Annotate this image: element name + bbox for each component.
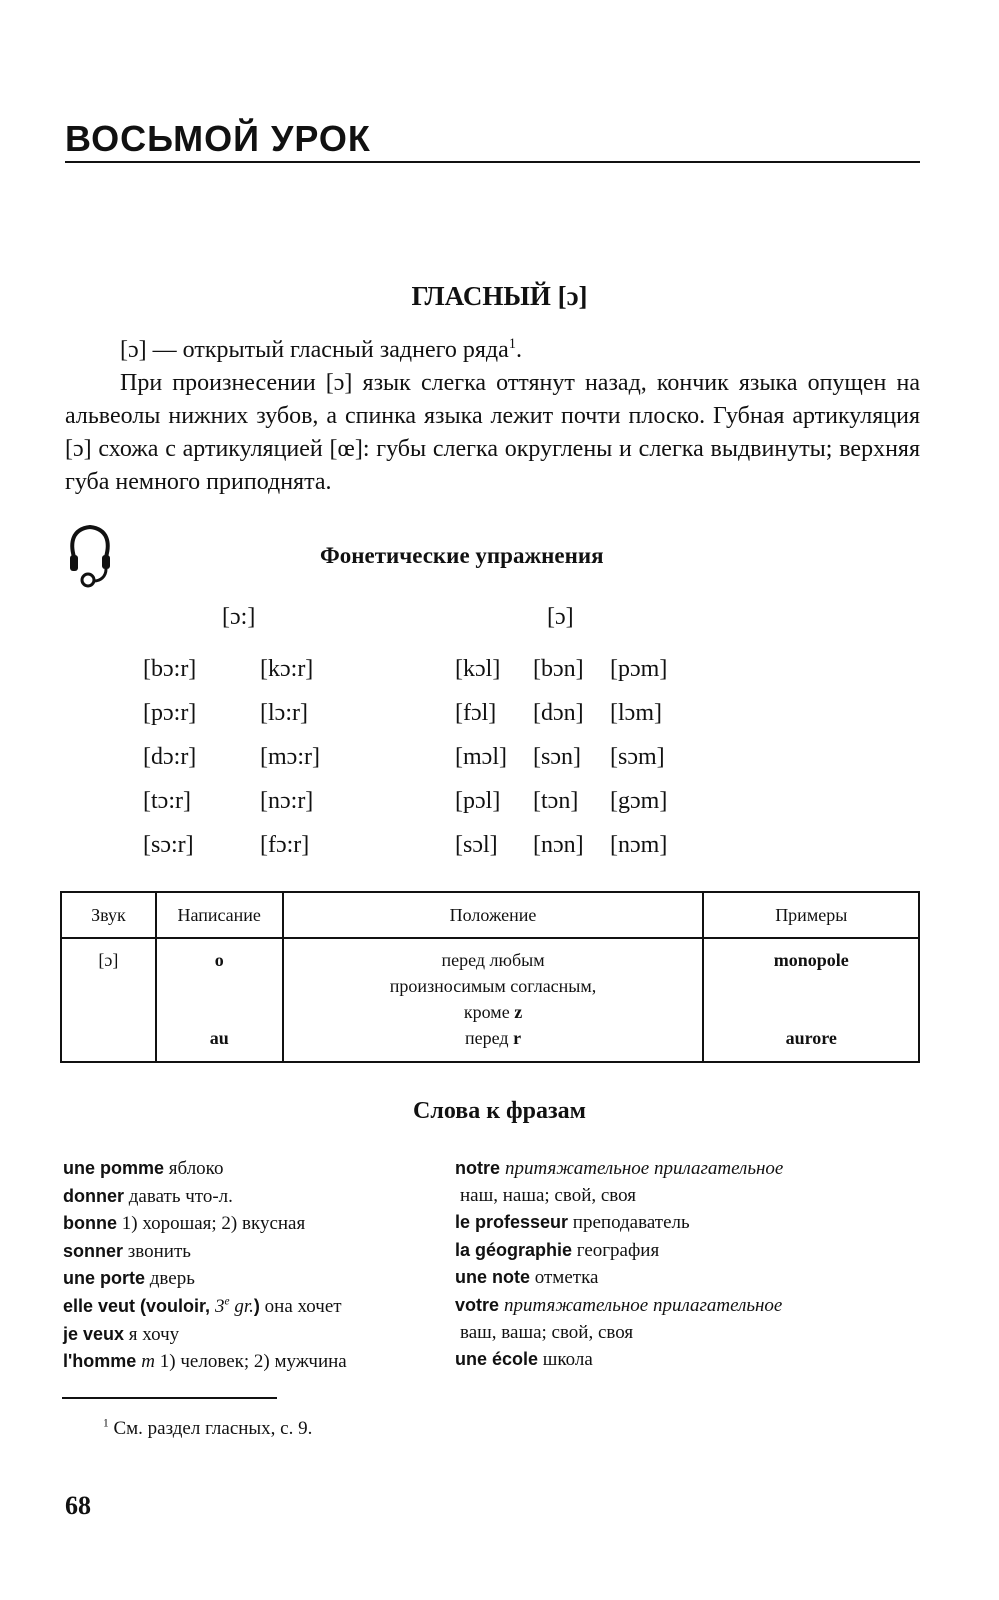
translation: наш, наша; свой, своя bbox=[460, 1184, 637, 1206]
french-word: sonner bbox=[63, 1240, 124, 1261]
ipa-item: [lɔ:r] bbox=[260, 700, 308, 726]
translation: яблоко bbox=[164, 1158, 224, 1179]
sound-table bbox=[60, 891, 920, 1063]
ipa-item: [gɔm] bbox=[610, 788, 668, 814]
ipa-item: [pɔm] bbox=[610, 656, 668, 682]
group-superscript: e bbox=[224, 1295, 230, 1308]
translation: школа bbox=[538, 1349, 593, 1371]
sound-cell bbox=[61, 938, 156, 1062]
position-letter: r bbox=[513, 1028, 522, 1048]
long-column-2 bbox=[260, 647, 320, 867]
long-vowel-header: [ɔ:] bbox=[222, 604, 256, 630]
position-text-part: кроме bbox=[463, 1002, 515, 1022]
short-column-3 bbox=[610, 647, 667, 867]
footnote-mark: 1 bbox=[103, 1417, 109, 1430]
long-column-1 bbox=[143, 647, 196, 867]
grammar-note: притяжательное прилагательное bbox=[505, 1158, 784, 1179]
translation: я хочу bbox=[124, 1323, 180, 1345]
ipa-item: [mɔl] bbox=[455, 744, 507, 770]
short-vowel-header: [ɔ] bbox=[547, 604, 574, 630]
vocab-title: Слова к фразам bbox=[413, 1098, 586, 1124]
footnote-rule bbox=[62, 1397, 277, 1399]
table-header-row bbox=[61, 892, 919, 938]
page-number: 68 bbox=[65, 1491, 91, 1520]
ipa-item: [nɔ:r] bbox=[260, 788, 314, 814]
translation: звонить bbox=[123, 1240, 191, 1262]
french-word: notre bbox=[455, 1158, 506, 1178]
short-column-1 bbox=[455, 647, 507, 867]
french-word: je veux bbox=[63, 1323, 125, 1344]
french-word: la géographie bbox=[455, 1239, 573, 1260]
french-word: l'homme bbox=[63, 1351, 142, 1372]
ipa-item: [sɔm] bbox=[610, 744, 665, 770]
vocab-item bbox=[455, 1155, 783, 1183]
table-row bbox=[61, 938, 919, 1062]
grammar-note: gr. bbox=[229, 1295, 254, 1317]
intro-text bbox=[65, 334, 920, 499]
vocab-item bbox=[455, 1183, 783, 1210]
example-value: monopole bbox=[773, 950, 849, 970]
chapter-rule bbox=[65, 161, 920, 163]
french-word: une note bbox=[455, 1267, 530, 1288]
vocab-item bbox=[63, 1348, 347, 1376]
intro-period: . bbox=[515, 337, 522, 363]
example-cell bbox=[703, 938, 919, 1062]
vocab-item bbox=[63, 1183, 347, 1211]
ipa-item: [nɔn] bbox=[533, 832, 584, 858]
chapter-title: ВОСЬМОЙ УРОК bbox=[65, 118, 371, 159]
position-text-part: перед bbox=[465, 1028, 514, 1048]
ipa-item: [kɔ:r] bbox=[260, 656, 314, 682]
vocab-item bbox=[63, 1155, 347, 1183]
column-header: Звук bbox=[61, 892, 156, 938]
group-number: 3 bbox=[215, 1295, 225, 1317]
sound-value: [ɔ] bbox=[98, 950, 119, 970]
ipa-item: [lɔm] bbox=[610, 700, 662, 726]
spelling-cell bbox=[156, 938, 283, 1062]
ipa-item: [pɔ:r] bbox=[143, 700, 197, 726]
intro-definition: — открытый гласный заднего ряда bbox=[146, 337, 509, 363]
ipa-item: [mɔ:r] bbox=[260, 744, 320, 770]
vocab-item bbox=[63, 1238, 347, 1266]
vocab-item bbox=[63, 1321, 347, 1349]
ipa-item: [fɔl] bbox=[455, 700, 497, 726]
position-text bbox=[288, 1025, 699, 1051]
column-header: Положение bbox=[283, 892, 704, 938]
vocab-item bbox=[455, 1264, 783, 1292]
grammar-note: m bbox=[141, 1351, 156, 1373]
section-title: ГЛАСНЫЙ [ɔ] bbox=[411, 281, 588, 311]
ipa-item: [sɔ:r] bbox=[143, 832, 194, 858]
ipa-item: [sɔl] bbox=[455, 832, 498, 858]
french-word: votre bbox=[455, 1294, 505, 1315]
description-paragraph: При произнесении [ɔ] язык слегка оттянут назад, кончик языка опущен на альвеолы нижних зубов, а спинка языка лежит почти плоско. Губная артикуляция [ɔ] схожа с артикуляцией [œ]: губы слегка округлены и слегка выдвинуты; верхняя губа немного приподнята. bbox=[65, 370, 920, 495]
vocab-item bbox=[455, 1292, 783, 1320]
column-header: Написание bbox=[156, 892, 283, 938]
ipa-item: [pɔl] bbox=[455, 788, 501, 814]
french-word: une pomme bbox=[63, 1158, 165, 1178]
french-word: bonne bbox=[63, 1213, 117, 1234]
ipa-item: [dɔ:r] bbox=[143, 744, 197, 770]
grammar-note: притяжательное прилагательное bbox=[504, 1294, 783, 1316]
position-cell bbox=[283, 938, 704, 1062]
ipa-item: [bɔ:r] bbox=[143, 656, 197, 682]
translation: ваш, ваша; свой, своя bbox=[460, 1321, 634, 1343]
vocab-item bbox=[455, 1237, 783, 1265]
vocab-item bbox=[63, 1210, 347, 1238]
vocab-item bbox=[455, 1320, 783, 1347]
position-letter: z bbox=[514, 1002, 523, 1022]
translation: дверь bbox=[145, 1268, 195, 1290]
french-word: ) bbox=[253, 1295, 260, 1316]
translation: география bbox=[572, 1239, 660, 1261]
vocab-item bbox=[455, 1346, 783, 1374]
french-word: elle veut (vouloir, bbox=[63, 1295, 216, 1316]
translation: 1) человек; 2) мужчина bbox=[155, 1351, 347, 1373]
footnote-text: См. раздел гласных, с. 9. bbox=[108, 1418, 313, 1439]
french-word: le professeur bbox=[455, 1212, 569, 1233]
ipa-item: [bɔn] bbox=[533, 656, 584, 682]
column-header: Примеры bbox=[703, 892, 919, 938]
translation: давать что-л. bbox=[124, 1185, 233, 1207]
vocab-item bbox=[63, 1265, 347, 1293]
ipa-item: [kɔl] bbox=[455, 656, 501, 682]
position-text: произносимым согласным, bbox=[389, 976, 597, 996]
spelling-value: au bbox=[209, 1028, 229, 1048]
vocab-left-column bbox=[63, 1155, 347, 1376]
intro-sound: [ɔ] bbox=[120, 337, 147, 363]
translation: 1) хорошая; 2) вкусная bbox=[117, 1213, 306, 1235]
ipa-item: [tɔ:r] bbox=[143, 788, 191, 814]
french-word: une porte bbox=[63, 1268, 146, 1289]
ipa-item: [sɔn] bbox=[533, 744, 581, 770]
translation: преподаватель bbox=[568, 1212, 690, 1234]
vocab-item bbox=[63, 1293, 347, 1321]
french-word: une école bbox=[455, 1349, 539, 1370]
headphones-icon bbox=[66, 523, 116, 594]
vocab-right-column bbox=[455, 1155, 783, 1374]
french-word: donner bbox=[63, 1185, 124, 1206]
ipa-item: [dɔn] bbox=[533, 700, 584, 726]
spelling-value: o bbox=[214, 950, 224, 970]
translation: она хочет bbox=[259, 1295, 342, 1317]
footnote-reference: 1 bbox=[508, 336, 516, 352]
translation: отметка bbox=[530, 1267, 599, 1289]
example-value: aurore bbox=[785, 1028, 837, 1048]
footnote bbox=[103, 1418, 312, 1440]
ipa-item: [fɔ:r] bbox=[260, 832, 310, 858]
exercises-title: Фонетические упражнения bbox=[320, 543, 604, 568]
vocab-item bbox=[455, 1209, 783, 1237]
short-column-2 bbox=[533, 647, 584, 867]
position-text bbox=[288, 999, 699, 1025]
intro-line bbox=[65, 334, 920, 367]
position-text: перед любым bbox=[441, 950, 545, 970]
ipa-item: [nɔm] bbox=[610, 832, 668, 858]
ipa-item: [tɔn] bbox=[533, 788, 579, 814]
